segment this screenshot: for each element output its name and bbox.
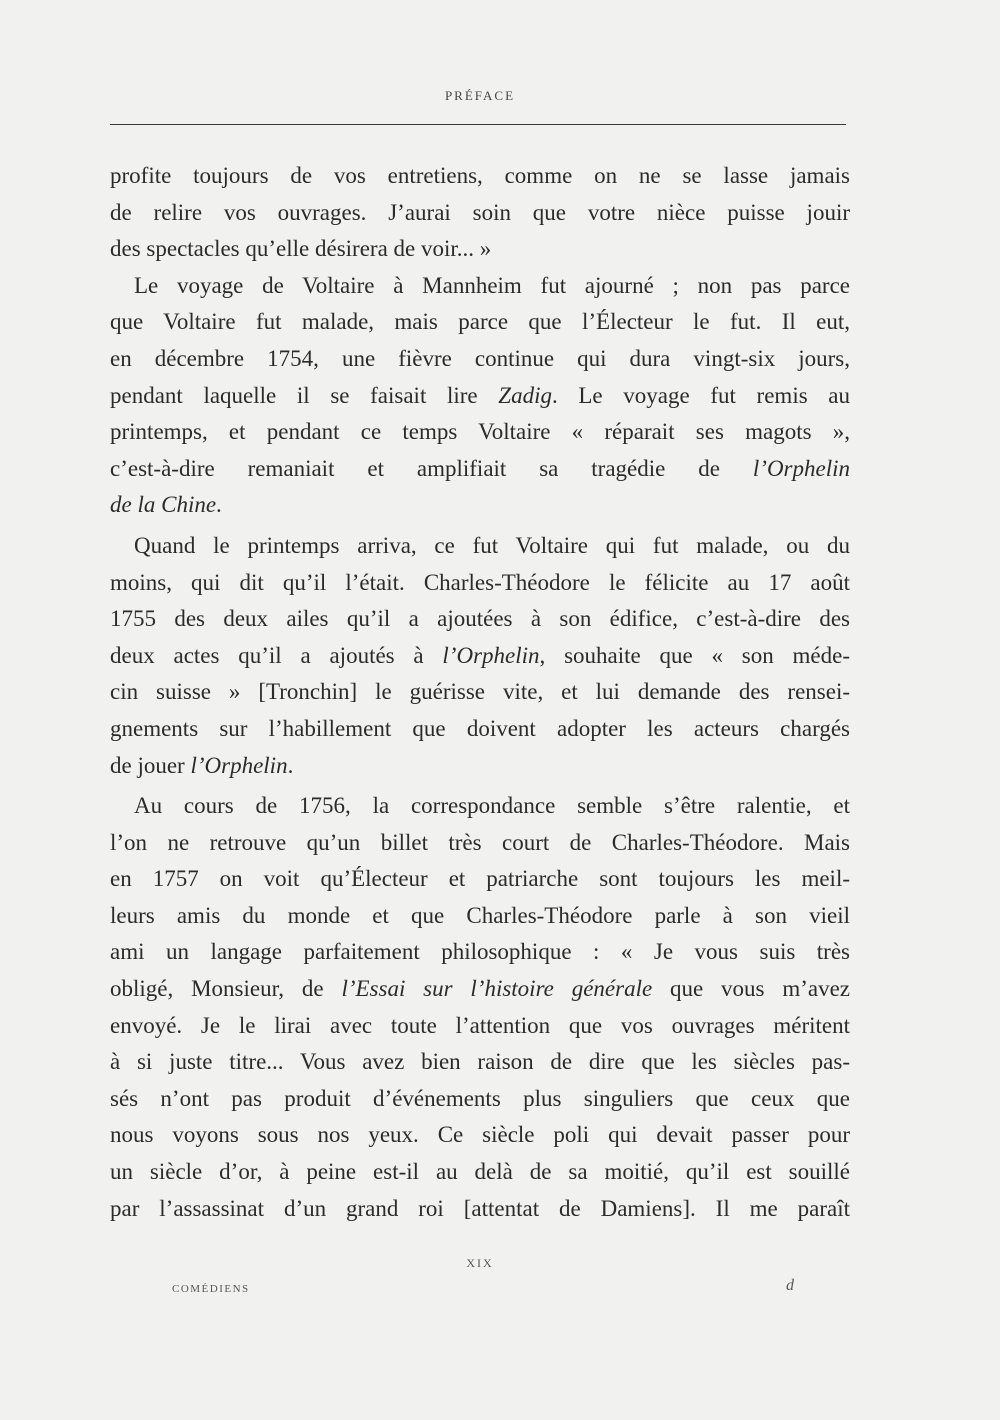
signature-mark: COMÉDIENS [172, 1283, 250, 1295]
italic-title: de la Chine [110, 492, 217, 518]
italic-title: Zadig [498, 382, 552, 408]
text-line: Quand le printemps arriva, ce fut Voltaire qui fut malade, ou du [134, 532, 850, 558]
text-line: deux actes qu’il a ajoutés à l’Orphelin, souhaite que « son méde- [110, 642, 850, 668]
signature-letter: d [786, 1277, 794, 1294]
text-line: l’on ne retrouve qu’un billet très court de Charles-Théodore. Mais [110, 829, 850, 855]
text-line: cin suisse » [Tronchin] le guérisse vite, et lui demande des rensei- [110, 679, 850, 705]
text-line: printemps, et pendant ce temps Voltaire « réparait ses magots », [110, 419, 850, 445]
text-line: 1755 des deux ailes qu’il a ajoutées à son édifice, c’est-à-dire des [110, 606, 850, 632]
text-line: envoyé. Je le lirai avec toute l’attention que vos ouvrages méritent [110, 1012, 850, 1038]
text-line: que Voltaire fut malade, mais parce que l’Électeur le fut. Il eut, [110, 309, 850, 335]
text-line: de relire vos ouvrages. J’aurai soin que votre nièce puisse jouir [110, 199, 850, 225]
italic-title: l’Essai sur l’histoire générale [341, 976, 653, 1002]
text-line: un siècle d’or, à peine est-il au delà de sa moitié, qu’il est souillé [110, 1159, 850, 1185]
text-line: par l’assassinat d’un grand roi [attentat de Damiens]. Il me paraît [110, 1195, 850, 1221]
header-rule [110, 124, 846, 125]
text-line: de jouer l’Orphelin. [110, 752, 294, 778]
text-line: de la Chine. [110, 492, 222, 518]
text-line: Au cours de 1756, la correspondance semble s’être ralentie, et [134, 793, 850, 819]
text-line: ami un langage parfaitement philosophique : « Je vous suis très [110, 939, 850, 965]
text-line: leurs amis du monde et que Charles-Théodore parle à son vieil [110, 902, 850, 928]
text-line: des spectacles qu’elle désirera de voir... » [110, 236, 492, 262]
text-line: moins, qui dit qu’il l’était. Charles-Théodore le félicite au 17 août [110, 569, 850, 595]
page-number: XIX [466, 1256, 494, 1270]
italic-title: l’Orphelin [752, 455, 850, 481]
text-line: nous voyons sous nos yeux. Ce siècle poli qui devait passer pour [110, 1122, 850, 1148]
italic-title: l’Orphelin [190, 752, 288, 778]
text-line: Le voyage de Voltaire à Mannheim fut ajourné ; non pas parce [134, 272, 850, 298]
body-text [110, 158, 850, 1227]
text-line: profite toujours de vos entretiens, comme on ne se lasse jamais [110, 163, 850, 188]
text-line: à si juste titre... Vous avez bien raison de dire que les siècles pas- [110, 1049, 850, 1075]
text-line: obligé, Monsieur, de l’Essai sur l’histoire générale que vous m’avez [110, 976, 851, 1002]
text-line: c’est-à-dire remaniait et amplifiait sa tragédie de l’Orphelin [110, 455, 850, 481]
italic-title: l’Orphelin [442, 642, 540, 668]
text-line: sés n’ont pas produit d’événements plus singuliers que ceux que [110, 1085, 850, 1111]
text-line: gnements sur l’habillement que doivent adopter les acteurs chargés [110, 715, 850, 741]
text-line: pendant laquelle il se faisait lire Zadig. Le voyage fut remis au [110, 382, 851, 408]
text-line: en décembre 1754, une fièvre continue qui dura vingt-six jours, [110, 345, 850, 371]
text-line: en 1757 on voit qu’Électeur et patriarche sont toujours les meil- [110, 866, 850, 892]
running-head: PRÉFACE [444, 88, 516, 103]
